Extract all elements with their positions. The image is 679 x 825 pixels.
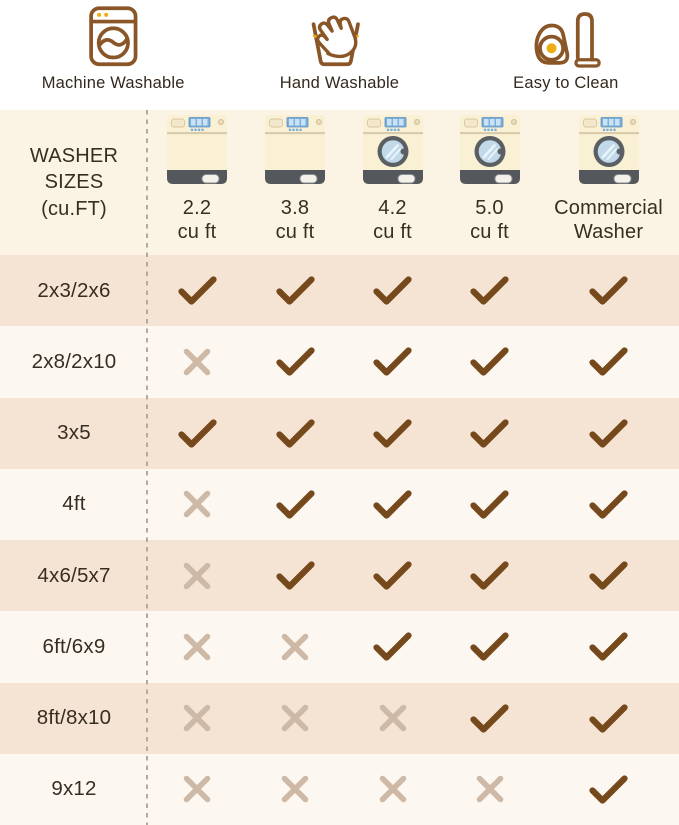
check-icon bbox=[538, 630, 679, 663]
check-icon bbox=[538, 274, 679, 307]
rug-size-label: 9x12 bbox=[51, 777, 97, 801]
check-icon bbox=[538, 488, 679, 521]
washer-size-table bbox=[0, 110, 679, 825]
washer-column-header bbox=[148, 110, 246, 255]
check-icon bbox=[538, 773, 679, 806]
corner-header-line: WASHER bbox=[29, 144, 119, 167]
legend-label: Easy to Clean bbox=[513, 74, 619, 92]
front-load-washer-icon bbox=[459, 114, 521, 192]
check-icon bbox=[148, 417, 246, 450]
vacuum-cleaner-icon bbox=[528, 6, 603, 70]
washer-column-label-line2: cu ft bbox=[177, 221, 217, 244]
washer-column-label-line1: 3.8 bbox=[280, 197, 310, 219]
check-icon bbox=[538, 702, 679, 735]
rug-size-label: 4ft bbox=[62, 492, 86, 516]
washer-column-label bbox=[554, 196, 663, 245]
check-icon bbox=[246, 345, 344, 378]
check-icon bbox=[344, 488, 441, 521]
check-icon bbox=[441, 345, 538, 378]
table-row-2x3/2x6 bbox=[0, 255, 679, 326]
check-icon bbox=[344, 559, 441, 592]
table-row-6ft/6x9 bbox=[0, 611, 679, 682]
check-icon bbox=[538, 559, 679, 592]
rug-size-label: 3x5 bbox=[57, 421, 91, 445]
washing-machine-icon bbox=[76, 6, 151, 70]
cross-icon bbox=[148, 489, 246, 519]
rug-size-label: 8ft/8x10 bbox=[36, 706, 112, 730]
washer-column-label bbox=[470, 196, 509, 245]
cross-icon bbox=[441, 774, 538, 804]
cross-icon bbox=[148, 774, 246, 804]
washer-column-label-line2: cu ft bbox=[373, 221, 412, 244]
table-row-2x8/2x10 bbox=[0, 326, 679, 397]
cross-icon bbox=[246, 774, 344, 804]
hand-wash-icon bbox=[302, 6, 377, 70]
washer-column-label bbox=[178, 196, 217, 245]
check-icon bbox=[538, 417, 679, 450]
washer-column-label-line2: cu ft bbox=[470, 221, 509, 244]
cross-icon bbox=[148, 347, 246, 377]
cross-icon bbox=[246, 632, 344, 662]
cross-icon bbox=[148, 703, 246, 733]
check-icon bbox=[246, 274, 344, 307]
check-icon bbox=[441, 559, 538, 592]
cross-icon bbox=[246, 703, 344, 733]
check-icon bbox=[246, 559, 344, 592]
check-icon bbox=[441, 274, 538, 307]
washer-column-label-line2: Washer bbox=[573, 221, 644, 244]
check-icon bbox=[538, 345, 679, 378]
table-corner-header bbox=[0, 143, 148, 222]
table-row-4ft bbox=[0, 469, 679, 540]
feature-legend bbox=[0, 0, 679, 110]
table-header-row bbox=[0, 110, 679, 255]
rug-size-label: 6ft/6x9 bbox=[42, 634, 106, 658]
top-load-washer-icon bbox=[166, 114, 228, 192]
legend-item-hand-washable bbox=[226, 0, 452, 110]
cross-icon bbox=[344, 774, 441, 804]
cross-icon bbox=[148, 561, 246, 591]
rug-size-label: 2x3/2x6 bbox=[37, 278, 111, 302]
washer-column-label-line1: 4.2 bbox=[378, 197, 407, 219]
front-load-washer-icon bbox=[362, 114, 424, 192]
table-row-9x12 bbox=[0, 754, 679, 825]
check-icon bbox=[441, 488, 538, 521]
check-icon bbox=[344, 345, 441, 378]
legend-item-easy-to-clean bbox=[453, 0, 679, 110]
rug-size-label: 2x8/2x10 bbox=[31, 349, 117, 373]
check-icon bbox=[148, 274, 246, 307]
washer-column-label-line2: cu ft bbox=[275, 221, 315, 244]
check-icon bbox=[246, 488, 344, 521]
top-load-washer-icon bbox=[264, 114, 326, 192]
washer-column-label bbox=[373, 196, 412, 245]
corner-header-line: SIZES bbox=[44, 171, 104, 194]
dashed-column-divider bbox=[146, 110, 148, 825]
check-icon bbox=[344, 630, 441, 663]
check-icon bbox=[344, 274, 441, 307]
legend-item-machine-washable bbox=[0, 0, 226, 110]
legend-label: Machine Washable bbox=[41, 74, 185, 92]
check-icon bbox=[246, 417, 344, 450]
check-icon bbox=[441, 702, 538, 735]
legend-label: Hand Washable bbox=[279, 74, 400, 92]
washer-column-label bbox=[276, 196, 315, 245]
washer-column-header bbox=[246, 110, 344, 255]
washer-column-header bbox=[344, 110, 441, 255]
cross-icon bbox=[148, 632, 246, 662]
washer-column-label-line1: 5.0 bbox=[475, 197, 504, 219]
front-load-washer-icon bbox=[578, 114, 640, 192]
washer-column-label-line1: 2.2 bbox=[182, 197, 212, 219]
check-icon bbox=[441, 630, 538, 663]
rug-size-label: 4x6/5x7 bbox=[37, 563, 111, 587]
table-row-8ft/8x10 bbox=[0, 683, 679, 754]
table-row-3x5 bbox=[0, 398, 679, 469]
corner-header-line: (cu.FT) bbox=[41, 197, 107, 220]
check-icon bbox=[344, 417, 441, 450]
cross-icon bbox=[344, 703, 441, 733]
washer-column-header bbox=[538, 110, 679, 255]
washer-column-label-line1: Commercial bbox=[554, 197, 663, 219]
table-body bbox=[0, 255, 679, 825]
check-icon bbox=[441, 417, 538, 450]
washer-column-header bbox=[441, 110, 538, 255]
table-row-4x6/5x7 bbox=[0, 540, 679, 611]
